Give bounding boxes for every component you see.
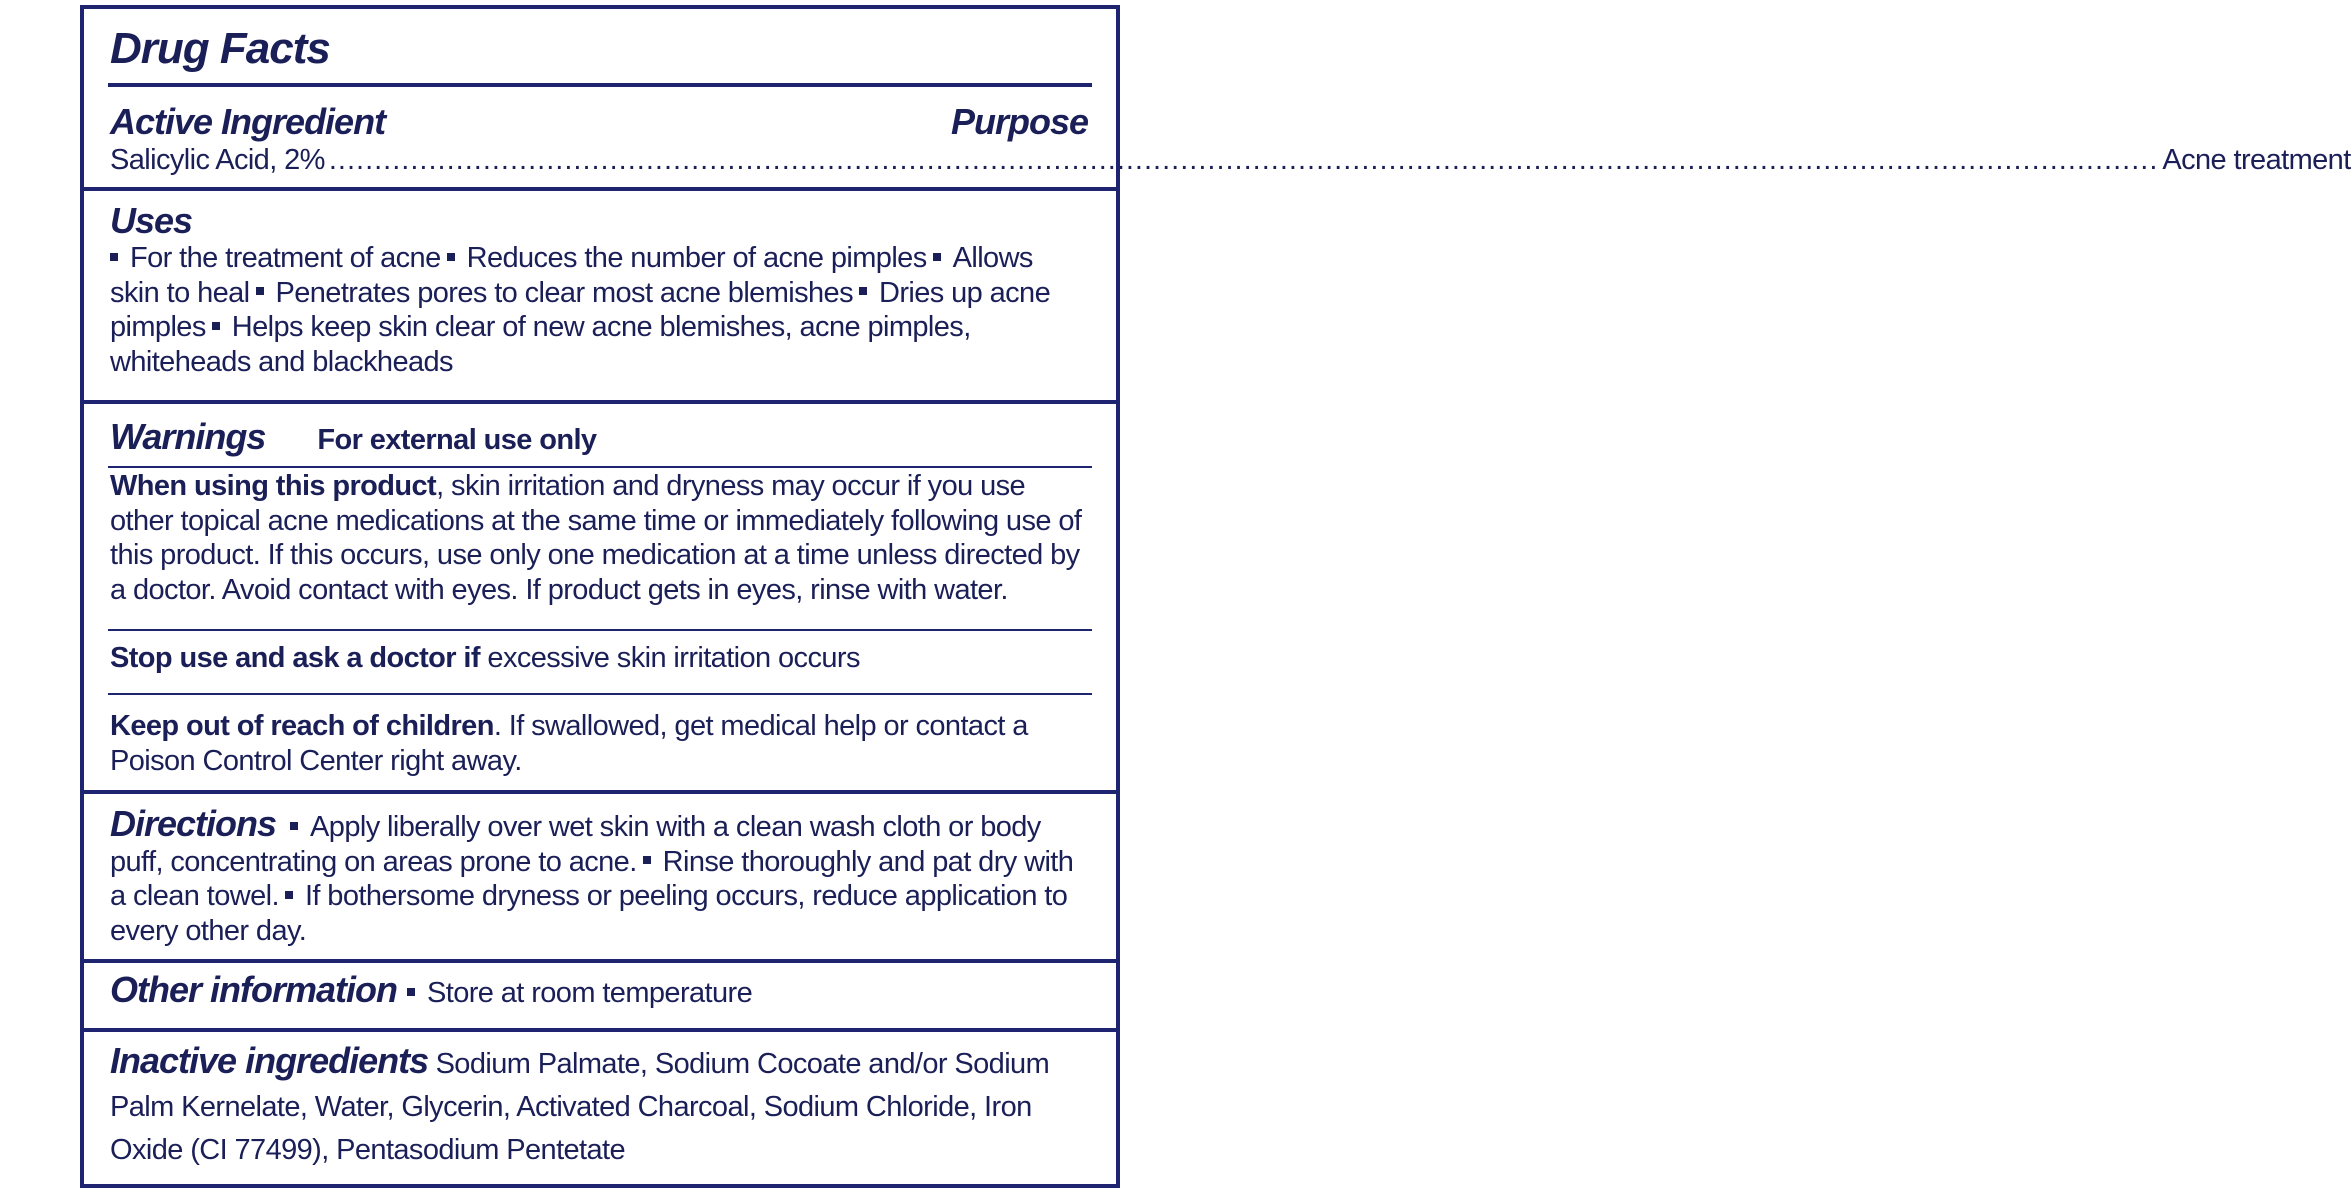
other-info-item: Store at room temperature <box>427 977 753 1009</box>
bullet-icon <box>290 822 298 830</box>
section-divider <box>84 1028 1116 1032</box>
warnings-subrule <box>108 693 1092 695</box>
warnings-subrule <box>108 629 1092 631</box>
uses-item: Dries up acne pimples <box>110 276 1051 343</box>
inactive-ingredients-section <box>84 1039 1116 1172</box>
warnings-heading: Warnings <box>110 416 266 457</box>
warnings-subheading: For external use only <box>317 424 597 456</box>
title-rule <box>108 83 1092 87</box>
bullet-icon <box>447 253 455 261</box>
when-using-label: When using this product <box>110 470 437 502</box>
inactive-ingredients-heading: Inactive ingredients <box>110 1040 429 1081</box>
directions-item: Rinse thoroughly and pat dry with a clean towel. <box>110 845 1074 912</box>
directions-item: If bothersome dryness or peeling occurs, reduce application to every other day. <box>110 880 1068 947</box>
drug-facts-title: Drug Facts <box>110 24 330 73</box>
active-ingredient-section <box>84 101 2351 178</box>
inactive-ingredients-text: Sodium Palmate, Sodium Cocoate and/or Sodium Palm Kernelate, Water, Glycerin, Activated Charcoal, Sodium Chloride, Iron Oxide (CI 77499), Pentasodium Pentetate <box>110 1048 1050 1166</box>
active-ingredient-row <box>110 143 2351 178</box>
bullet-icon <box>256 287 264 295</box>
directions-item: Apply liberally over wet skin with a clean wash cloth or body puff, concentrating on areas prone to acne. <box>110 811 1041 878</box>
active-ingredient-name: Salicylic Acid, 2% <box>110 144 325 176</box>
uses-item: Penetrates pores to clear most acne blemishes <box>275 276 853 309</box>
section-divider <box>84 959 1116 963</box>
purpose-heading: Purpose <box>950 101 1088 142</box>
warnings-section <box>84 415 1116 459</box>
uses-item: Reduces the number of acne pimples <box>466 242 927 274</box>
bullet-icon <box>407 988 415 996</box>
active-ingredient-heading: Active Ingredient <box>110 101 386 142</box>
other-info-heading: Other information <box>110 969 397 1010</box>
uses-item: Allows skin to heal <box>110 242 1033 309</box>
directions-heading: Directions <box>110 803 277 844</box>
when-using-block <box>84 469 1116 607</box>
uses-item: Helps keep skin clear of new acne blemishes, acne pimples, whiteheads and blackheads <box>110 311 971 378</box>
bullet-icon <box>643 856 651 864</box>
stop-use-label: Stop use and ask a doctor if <box>110 642 480 674</box>
keep-out-label: Keep out of reach of children <box>110 710 494 742</box>
uses-body <box>110 241 1088 379</box>
directions-section <box>84 803 1116 948</box>
leader-dots: .......................................................................................................................................................................................................... <box>328 144 2159 176</box>
bullet-icon <box>933 253 941 261</box>
when-using-text: , skin irritation and dryness may occur if you use other topical acne medications at the same time or immediately following use of this product. If this occurs, use only one medication at a time unless directed by a doctor. Avoid contact with eyes. If product gets in eyes, rinse with water. <box>110 470 1082 606</box>
section-divider <box>84 400 1116 404</box>
stop-use-text: excessive skin irritation occurs <box>479 642 860 674</box>
uses-item: For the treatment of acne <box>130 242 441 274</box>
warnings-subrule <box>108 466 1092 468</box>
bullet-icon <box>859 287 867 295</box>
drug-facts-panel <box>80 5 2351 1188</box>
bullet-icon <box>110 253 118 261</box>
keep-out-block <box>84 709 1116 778</box>
title-section <box>84 19 1116 79</box>
section-divider <box>84 790 1116 794</box>
uses-section <box>84 201 1116 379</box>
keep-out-text: . If swallowed, get medical help or contact a Poison Control Center right away. <box>110 710 1028 777</box>
uses-heading: Uses <box>110 200 193 241</box>
active-ingredient-purpose: Acne treatment <box>2162 144 2351 176</box>
stop-use-block <box>84 641 1116 676</box>
bullet-icon <box>212 322 220 330</box>
other-info-section <box>84 969 1116 1011</box>
section-divider <box>84 187 1116 191</box>
bullet-icon <box>285 891 293 899</box>
